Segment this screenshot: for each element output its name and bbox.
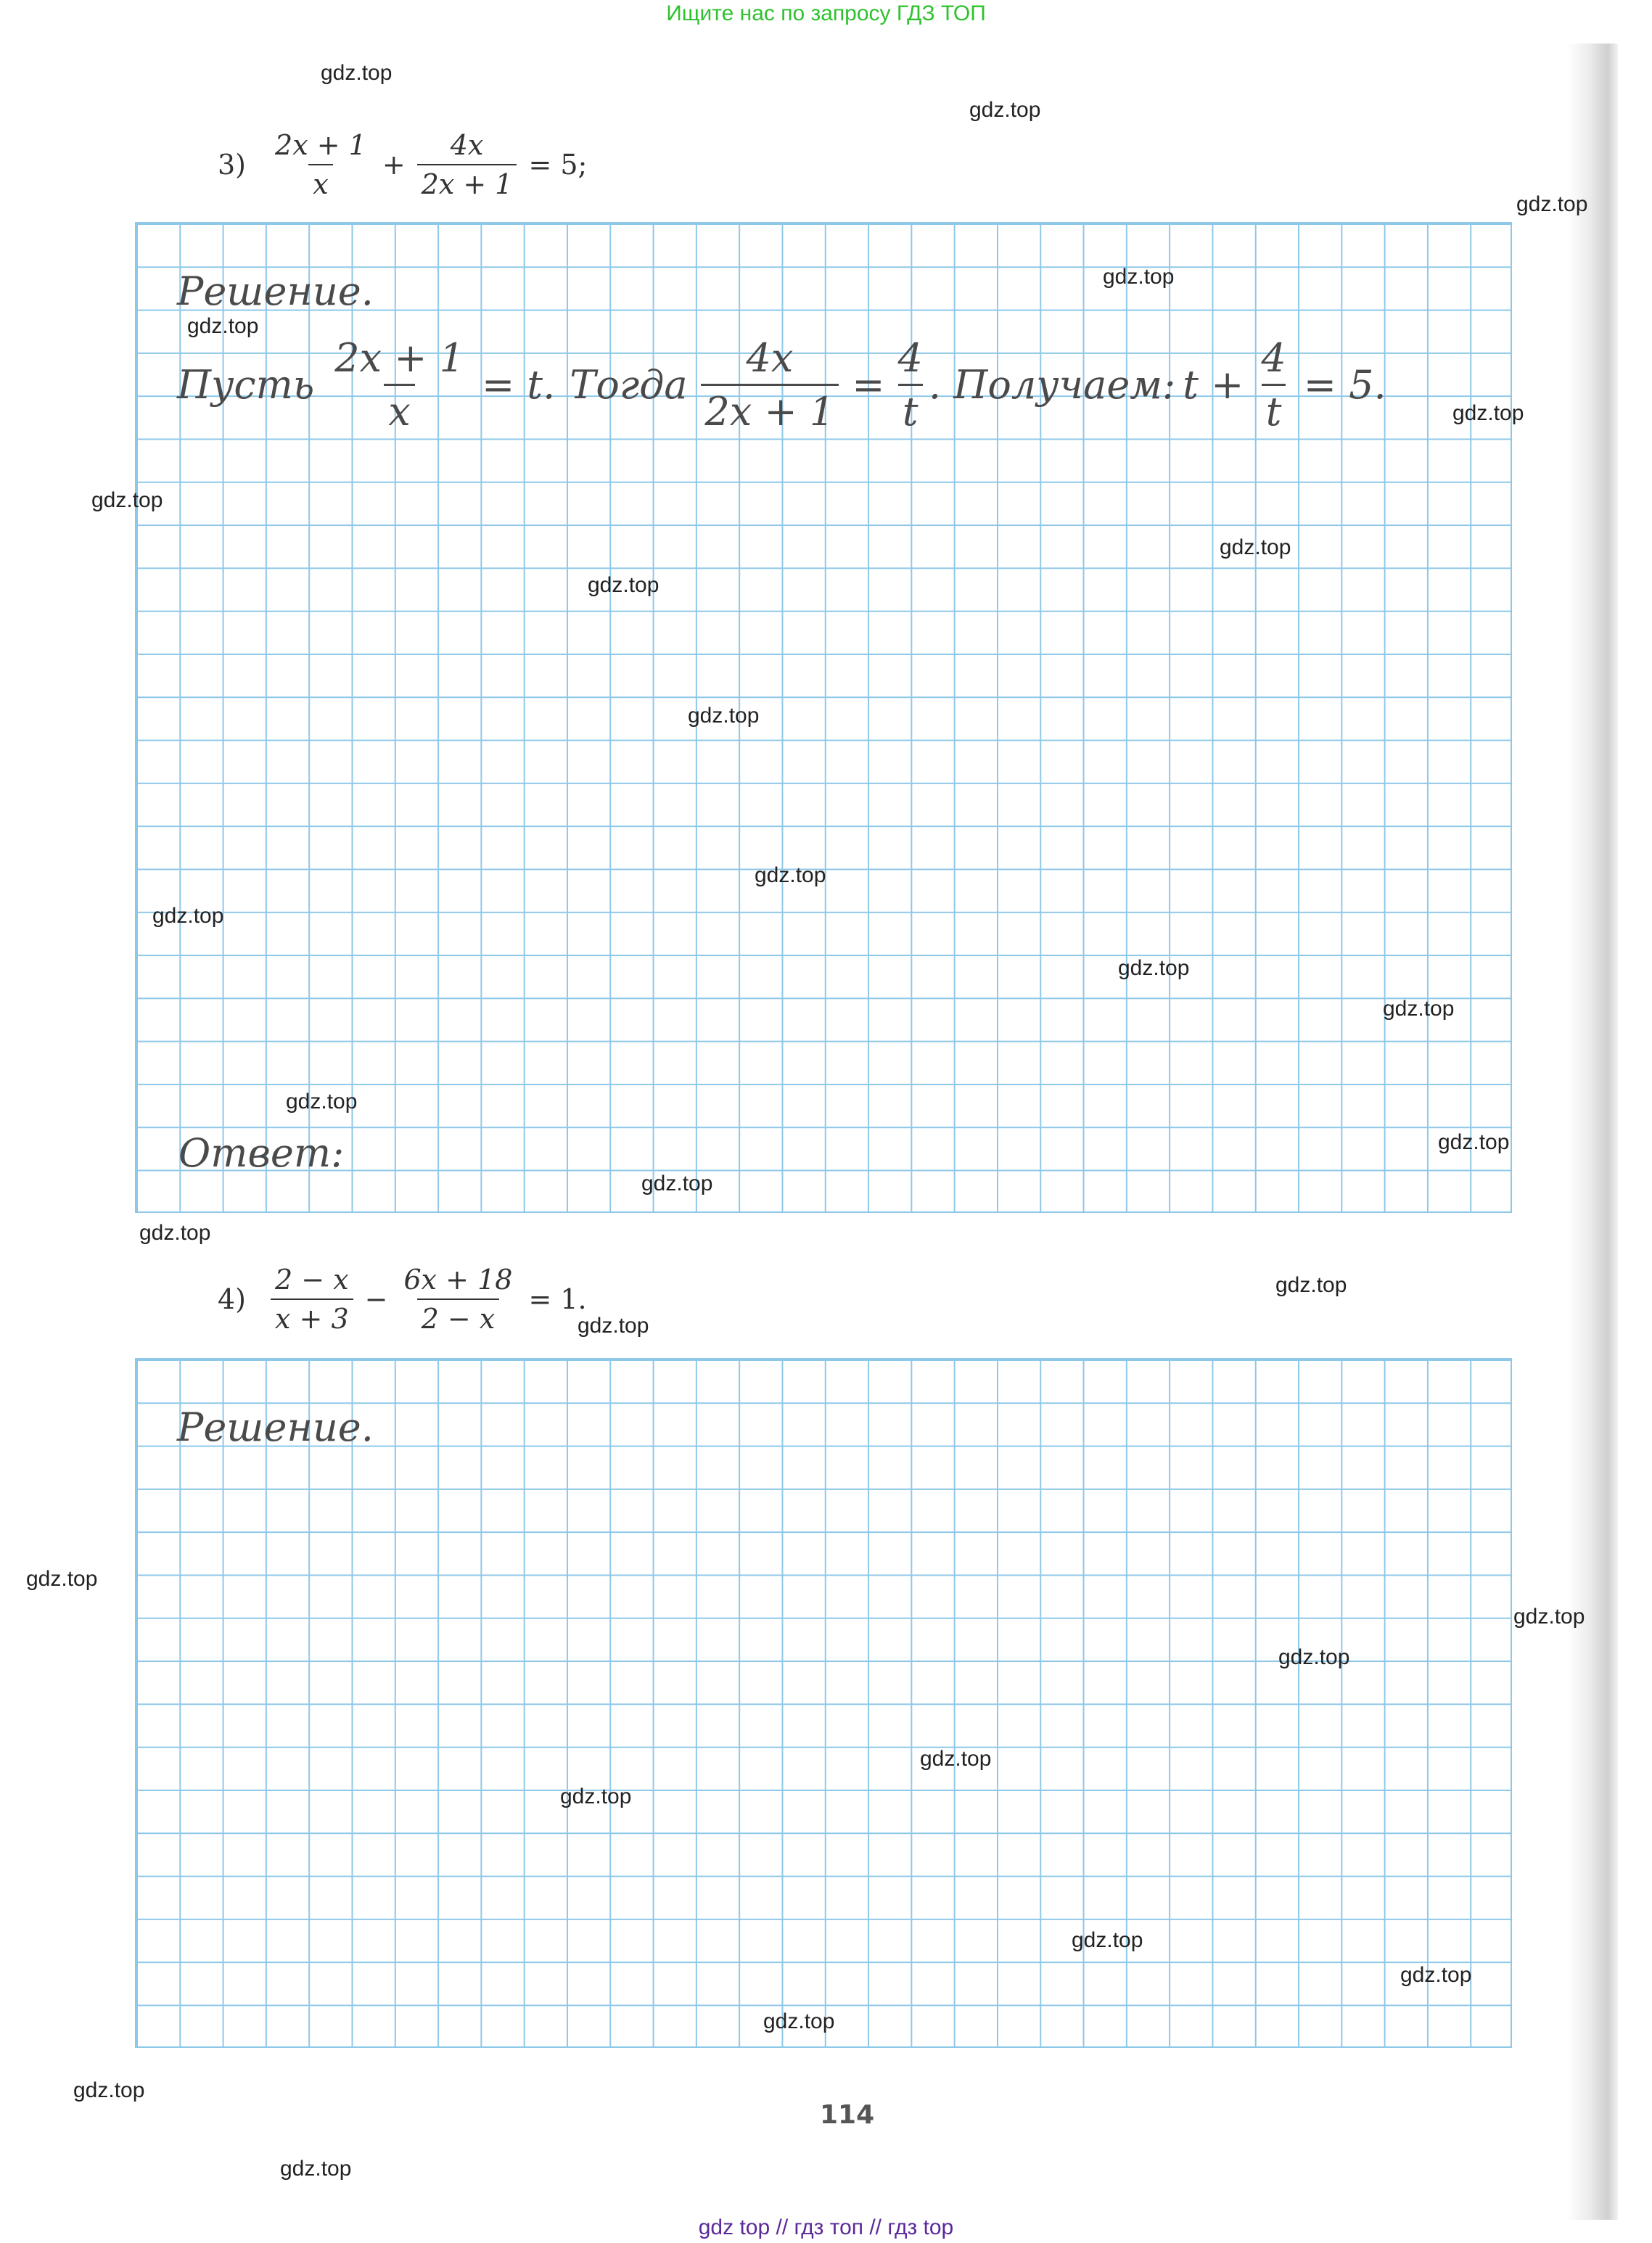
answer-label: Ответ: xyxy=(178,1130,345,1176)
watermark: gdz.top xyxy=(1072,1928,1143,1952)
minus-sign: − xyxy=(364,1283,388,1315)
denominator: x xyxy=(308,164,332,200)
watermark: gdz.top xyxy=(578,1314,649,1338)
numerator: 2 − x xyxy=(275,1264,349,1296)
watermark: gdz.top xyxy=(280,2157,352,2181)
watermark: gdz.top xyxy=(920,1747,992,1771)
problem-number: 3) xyxy=(218,149,247,181)
top-banner[interactable]: Ищите нас по запросу ГДЗ ТОП xyxy=(666,1,986,25)
page-edge-shadow xyxy=(1567,44,1618,2220)
watermark: gdz.top xyxy=(969,98,1041,122)
denominator: x xyxy=(384,384,414,435)
get-word: . Получаем: xyxy=(928,362,1176,408)
denominator: x + 3 xyxy=(271,1299,353,1335)
equation-rhs: = 5; xyxy=(528,149,588,181)
denominator: 2 − x xyxy=(417,1299,500,1335)
solution-heading: Решение. xyxy=(177,1404,374,1450)
watermark: gdz.top xyxy=(755,863,826,887)
watermark: gdz.top xyxy=(1278,1645,1350,1669)
numerator: 2x + 1 xyxy=(334,335,465,381)
problem-number: 4) xyxy=(218,1283,247,1315)
denominator: 2x + 1 xyxy=(701,384,839,435)
watermark: gdz.top xyxy=(1516,192,1588,216)
watermark: gdz.top xyxy=(1513,1605,1585,1629)
numerator: 4x xyxy=(450,129,484,161)
watermark: gdz.top xyxy=(588,573,659,597)
fraction xyxy=(330,335,469,435)
watermark: gdz.top xyxy=(286,1090,358,1114)
numerator: 4 xyxy=(1261,335,1286,381)
equation-rhs: = 1. xyxy=(528,1283,587,1315)
footer-links[interactable]: gdz top // гдз топ // гдз top xyxy=(698,2215,954,2239)
watermark: gdz.top xyxy=(91,488,163,512)
denominator: 2x + 1 xyxy=(417,164,517,200)
fraction xyxy=(894,335,927,435)
fraction xyxy=(399,1264,517,1335)
problem-4 xyxy=(218,1264,593,1335)
watermark: gdz.top xyxy=(152,904,224,928)
denominator: t xyxy=(1262,384,1286,435)
watermark: gdz.top xyxy=(321,61,393,85)
result-equals: = 5. xyxy=(1303,362,1386,408)
watermark: gdz.top xyxy=(641,1172,713,1195)
watermark: gdz.top xyxy=(1275,1273,1347,1297)
equals-sign: = xyxy=(852,362,885,408)
let-word: Пусть xyxy=(177,362,315,408)
page-number: 114 xyxy=(820,2100,875,2130)
watermark: gdz.top xyxy=(763,2009,835,2033)
watermark: gdz.top xyxy=(560,1785,632,1808)
watermark: gdz.top xyxy=(1118,956,1190,980)
plus-sign: + xyxy=(382,149,406,181)
numerator: 2x + 1 xyxy=(275,129,366,161)
t-plus: t + xyxy=(1183,362,1244,408)
numerator: 6x + 18 xyxy=(403,1264,513,1296)
watermark: gdz.top xyxy=(1438,1130,1510,1154)
fraction xyxy=(417,129,517,200)
fraction xyxy=(271,1264,353,1335)
watermark: gdz.top xyxy=(688,704,760,728)
fraction xyxy=(701,335,839,435)
watermark: gdz.top xyxy=(26,1567,98,1591)
fraction xyxy=(271,129,371,200)
problem-3 xyxy=(218,129,593,200)
answer-grid-problem-4 xyxy=(135,1358,1512,2048)
solution-heading: Решение. xyxy=(177,268,374,314)
watermark: gdz.top xyxy=(1383,997,1455,1021)
watermark: gdz.top xyxy=(1452,401,1524,425)
denominator: t xyxy=(898,384,923,435)
watermark: gdz.top xyxy=(73,2078,145,2102)
fraction xyxy=(1257,335,1290,435)
watermark: gdz.top xyxy=(187,314,259,338)
watermark: gdz.top xyxy=(1103,265,1175,289)
watermark: gdz.top xyxy=(1220,535,1291,559)
then-word: Тогда xyxy=(570,362,688,408)
solution-line xyxy=(177,335,1394,435)
equals-t: = t. xyxy=(482,362,556,408)
watermark: gdz.top xyxy=(139,1221,211,1245)
numerator: 4x xyxy=(746,335,794,381)
watermark: gdz.top xyxy=(1400,1963,1472,1987)
numerator: 4 xyxy=(897,335,923,381)
